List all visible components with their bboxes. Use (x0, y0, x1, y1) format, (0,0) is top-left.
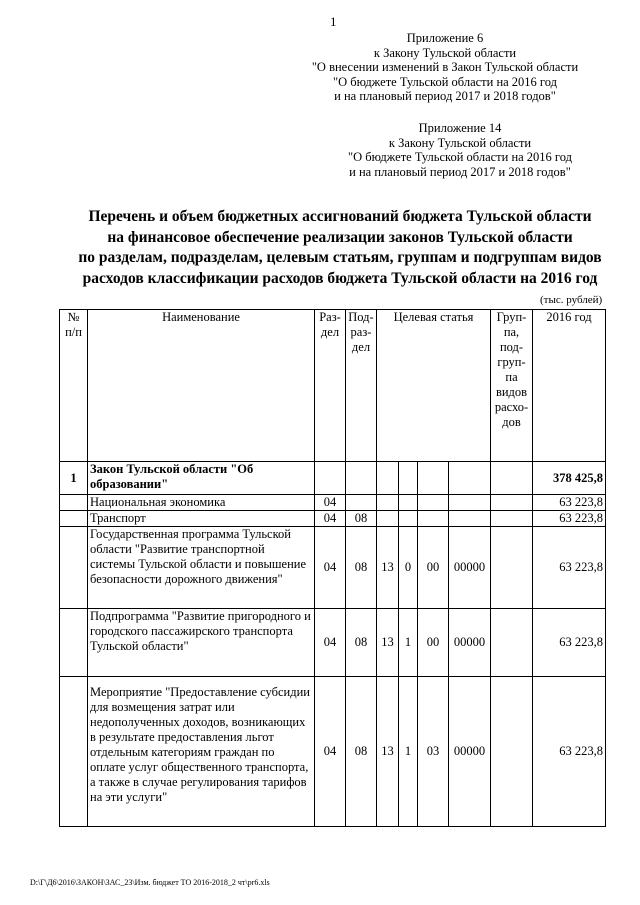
cell-amount: 63 223,8 (533, 527, 606, 609)
cell-name: Закон Тульской области "Об образовании" (88, 462, 315, 495)
cell-group (491, 527, 533, 609)
cell-target-4 (449, 495, 491, 511)
cell-num (60, 495, 88, 511)
cell-num (60, 511, 88, 527)
cell-razdel: 04 (315, 511, 346, 527)
title-line: расходов классификации расходов бюджета Тульской области на 2016 год (82, 269, 598, 287)
cell-num (60, 677, 88, 827)
header-razdel: Раз-дел (315, 310, 346, 462)
cell-num (60, 609, 88, 677)
appendix-6-line: "О внесении изменений в Закон Тульской области (311, 60, 579, 74)
cell-target-1 (377, 462, 399, 495)
cell-target-1 (377, 495, 399, 511)
cell-target-3 (418, 495, 449, 511)
header-year: 2016 год (533, 310, 606, 462)
cell-target-2 (399, 462, 418, 495)
appendix-14-line: "О бюджете Тульской области на 2016 год (348, 150, 572, 164)
cell-target-1: 13 (377, 527, 399, 609)
budget-table (59, 309, 606, 827)
table-row (60, 609, 606, 677)
cell-target-3 (418, 511, 449, 527)
cell-amount: 63 223,8 (533, 677, 606, 827)
cell-num: 1 (60, 462, 88, 495)
appendix-6-header (295, 31, 595, 104)
appendix-14-line: к Закону Тульской области (388, 135, 532, 150)
cell-target-4: 00000 (449, 677, 491, 827)
cell-name: Государственная программа Тульской области "Развитие транспортной системы Тульской области и повышение безопасности дорожного движения" (88, 527, 315, 609)
cell-group (491, 495, 533, 511)
header-num: № п/п (60, 310, 88, 462)
cell-razdel: 04 (315, 677, 346, 827)
cell-razdel: 04 (315, 495, 346, 511)
cell-amount: 63 223,8 (533, 495, 606, 511)
cell-target-2 (399, 495, 418, 511)
page-number: 1 (330, 14, 337, 29)
cell-target-3 (418, 462, 449, 495)
cell-group (491, 462, 533, 495)
cell-target-4: 00000 (449, 609, 491, 677)
cell-amount: 378 425,8 (533, 462, 606, 495)
cell-name: Подпрограмма "Развитие пригородного и городского пассажирского транспорта Тульской области" (88, 609, 315, 677)
cell-podrazdel (346, 462, 377, 495)
units-label: (тыс. рублей) (540, 294, 603, 306)
header-target-article: Целевая статья (377, 310, 491, 462)
cell-num (60, 527, 88, 609)
cell-name: Мероприятие "Предоставление субсидии для возмещения затрат или недополученных доходов, возникающих в результате предоставления льгот отдельным категориям граждан по оплате услуг общественного транспорта, а также в случае регулирования тарифов на эти услуги" (88, 677, 315, 827)
cell-target-3: 00 (418, 527, 449, 609)
cell-group (491, 677, 533, 827)
appendix-6-line: Приложение 6 (406, 31, 484, 45)
table-row (60, 511, 606, 527)
appendix-6-line: "О бюджете Тульской области на 2016 год (333, 74, 557, 89)
appendix-14-line: Приложение 14 (418, 121, 502, 135)
header-name: Наименование (88, 310, 315, 462)
header-podrazdel: Под-раз-дел (346, 310, 377, 462)
appendix-14-line: и на плановый период 2017 и 2018 годов" (349, 164, 571, 179)
cell-razdel: 04 (315, 527, 346, 609)
cell-target-2: 0 (399, 527, 418, 609)
cell-target-3: 03 (418, 677, 449, 827)
title-line: на финансовое обеспечение реализации законов Тульской области (107, 228, 573, 246)
cell-group (491, 609, 533, 677)
cell-target-1 (377, 511, 399, 527)
appendix-6-line: к Закону Тульской области (373, 45, 517, 60)
cell-podrazdel (346, 495, 377, 511)
cell-razdel: 04 (315, 609, 346, 677)
title-line: Перечень и объем бюджетных ассигнований бюджета Тульской области (88, 208, 592, 225)
cell-amount: 63 223,8 (533, 511, 606, 527)
cell-target-2: 1 (399, 609, 418, 677)
cell-target-4: 00000 (449, 527, 491, 609)
cell-target-1: 13 (377, 609, 399, 677)
cell-podrazdel: 08 (346, 511, 377, 527)
file-path-footer: D:\Г\Д6\2016\ЗАКОН\ЗАС_23\Изм. бюджет ТО 2016-2018_2 чт\pr6.xls (30, 878, 270, 887)
cell-target-2: 1 (399, 677, 418, 827)
table-row (60, 527, 606, 609)
cell-podrazdel: 08 (346, 677, 377, 827)
cell-target-4 (449, 511, 491, 527)
appendix-14-header (310, 121, 610, 179)
cell-amount: 63 223,8 (533, 609, 606, 677)
document-title (60, 207, 620, 289)
table-header-row (60, 310, 606, 462)
table-row (60, 462, 606, 495)
cell-podrazdel: 08 (346, 609, 377, 677)
cell-target-1: 13 (377, 677, 399, 827)
cell-razdel (315, 462, 346, 495)
header-group: Груп-па, под-груп-па видов расхо-дов (491, 310, 533, 462)
cell-target-2 (399, 511, 418, 527)
cell-target-3: 00 (418, 609, 449, 677)
cell-name: Транспорт (88, 511, 315, 527)
table-row (60, 495, 606, 511)
title-line: по разделам, подразделам, целевым статьям, группам и подгруппам видов (78, 249, 602, 266)
cell-group (491, 511, 533, 527)
appendix-6-line: и на плановый период 2017 и 2018 годов" (334, 89, 556, 103)
table-row (60, 677, 606, 827)
cell-podrazdel: 08 (346, 527, 377, 609)
cell-target-4 (449, 462, 491, 495)
cell-name: Национальная экономика (88, 495, 315, 511)
